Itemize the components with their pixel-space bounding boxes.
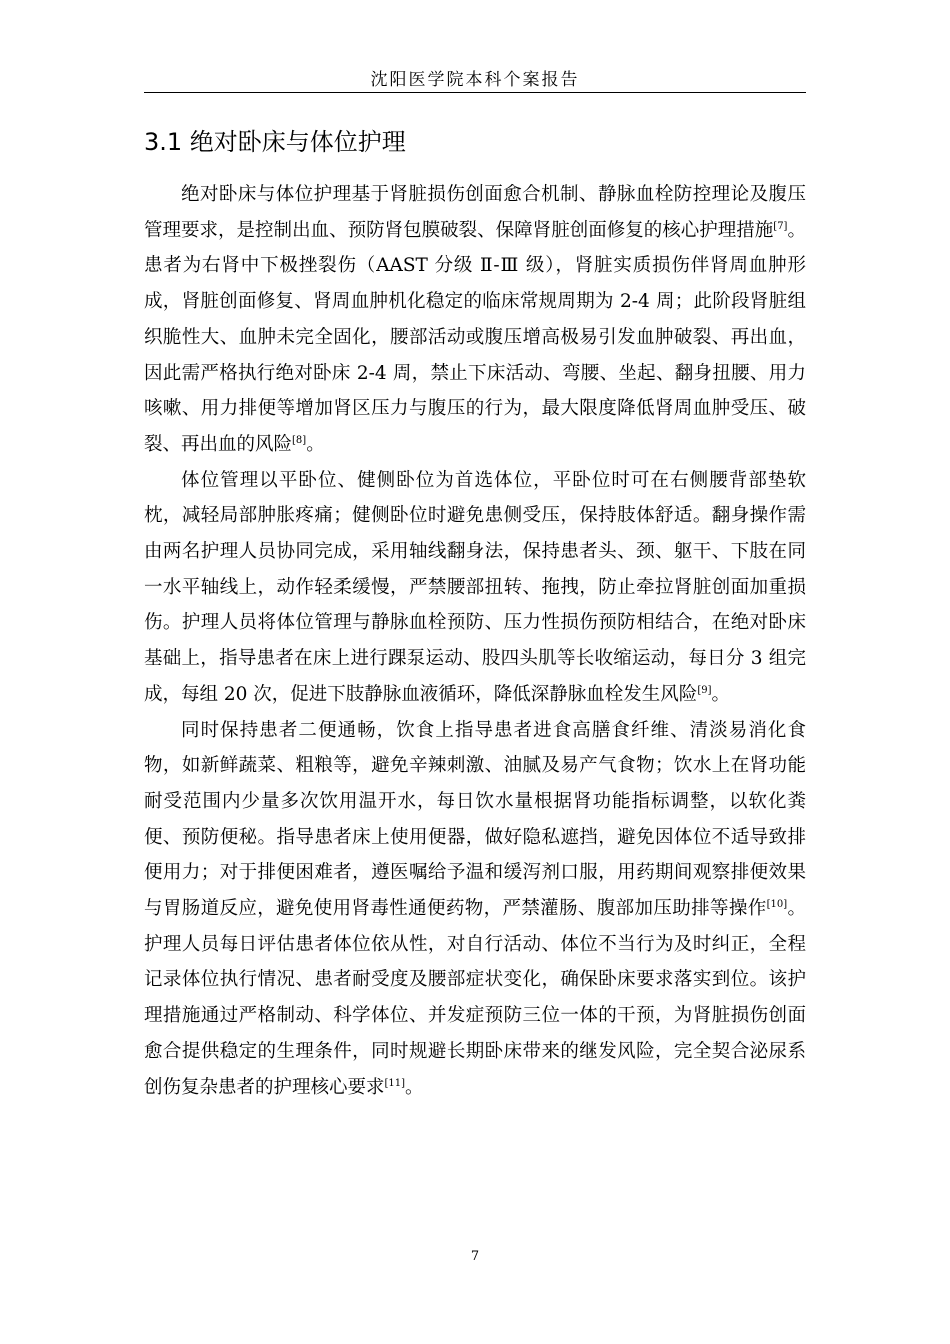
text-segment: 同时保持患者二便通畅，饮食上指导患者进食高膳食纤维、清淡易消化食物，如新鲜蔬菜、粗粮等，避免辛辣刺激、油腻及易产气食物；饮水上在肾功能耐受范围内少量多次饮用温开水，每日饮水量根据肾功能指标调整，以软化粪便、预防便秘。指导患者床上使用便器，做好隐私遮挡，避免因体位不适导致排便用力；对于排便困难者，遵医嘱给予温和缓泻剂口服，用药期间观察排便效果与胃肠道反应，避免使用肾毒性通便药物，严禁灌肠、腹部加压助排等操作: [144, 719, 806, 920]
body-text: [144, 177, 806, 1105]
text-segment: 。护理人员每日评估患者体位依从性，对自行活动、体位不当行为及时纠正，全程记录体位执行情况、患者耐受度及腰部症状变化，确保卧床要求落实到位。该护理措施通过严格制动、科学体位、并发症预防三位一体的干预，为肾脏损伤创面愈合提供稳定的生理条件，同时规避长期卧床带来的继发风险，完全契合泌尿系创伤复杂患者的护理核心要求: [144, 898, 806, 1098]
text-segment: 。: [711, 683, 730, 705]
section-title: 3.1 绝对卧床与体位护理: [144, 128, 406, 156]
text-segment: 绝对卧床与体位护理基于肾脏损伤创面愈合机制、静脉血栓防控理论及腹压管理要求，是控制出血、预防肾包膜破裂、保障肾脏创面修复的核心护理措施: [144, 184, 806, 241]
citation-ref: [10]: [766, 899, 788, 911]
page-number: 7: [470, 1249, 480, 1264]
citation-ref: [7]: [773, 220, 788, 232]
citation-ref: [8]: [292, 434, 307, 446]
citation-ref: [11]: [384, 1077, 406, 1089]
text-segment: 。: [306, 433, 325, 455]
paragraph-2: [144, 463, 806, 713]
paragraph-1: [144, 177, 806, 463]
paragraph-3: [144, 713, 806, 1106]
text-segment: 体位管理以平卧位、健侧卧位为首选体位，平卧位时可在右侧腰背部垫软枕，减轻局部肿胀疼痛；健侧卧位时避免患侧受压，保持肢体舒适。翻身操作需由两名护理人员协同完成，采用轴线翻身法，保持患者头、颈、躯干、下肢在同一水平轴线上，动作轻柔缓慢，严禁腰部扭转、拖拽，防止牵拉肾脏创面加重损伤。护理人员将体位管理与静脉血栓预防、压力性损伤预防相结合，在绝对卧床基础上，指导患者在床上进行踝泵运动、股四头肌等长收缩运动，每日分 3 组完成，每组 20 次，促进下肢静脉血液循环，降低深静脉血栓发生风险: [144, 469, 806, 705]
citation-ref: [9]: [697, 684, 712, 696]
text-segment: 。患者为右肾中下极挫裂伤（AAST 分级 Ⅱ-Ⅲ 级），肾脏实质损伤伴肾周血肿形成，肾脏创面修复、肾周血肿机化稳定的临床常规周期为 2-4 周；此阶段肾脏组织脆性大、血肿未完全固化，腰部活动或腹压增高极易引发血肿破裂、再出血，因此需严格执行绝对卧床 2-4 周，禁止下床活动、弯腰、坐起、翻身扭腰、用力咳嗽、用力排便等增加肾区压力与腹压的行为，最大限度降低肾周血肿受压、破裂、再出血的风险: [144, 219, 806, 455]
page-header: 沈阳医学院本科个案报告: [370, 70, 580, 90]
text-segment: 。: [405, 1076, 424, 1098]
header-rule: [144, 92, 806, 93]
